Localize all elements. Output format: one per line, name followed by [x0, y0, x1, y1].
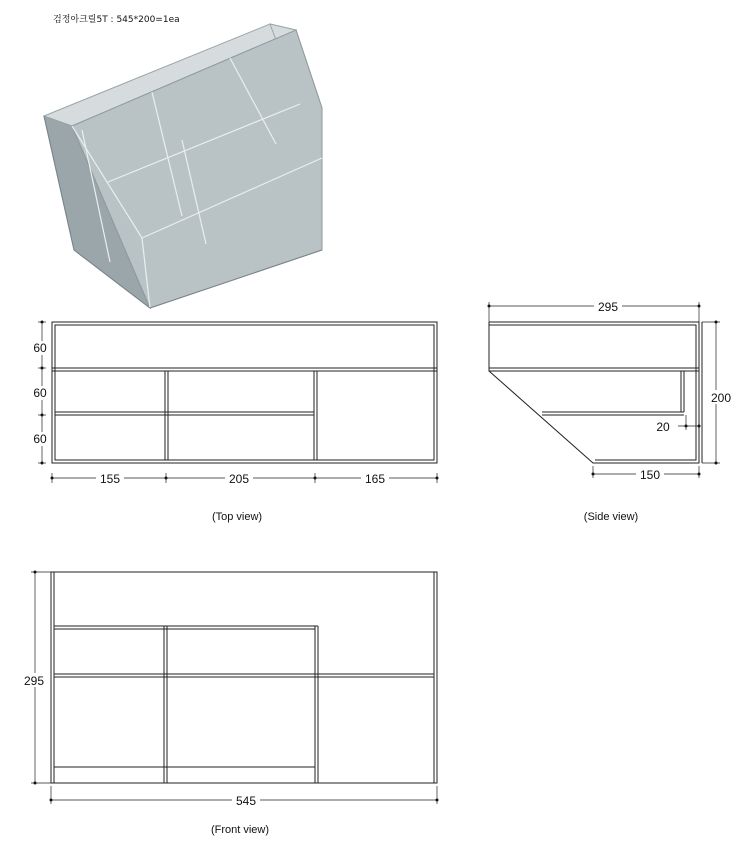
side-view	[488, 299, 737, 523]
side-height: 200	[710, 391, 732, 405]
top-width-1: 155	[99, 472, 121, 486]
front-height: 295	[23, 674, 45, 688]
top-view	[30, 321, 439, 524]
side-inner: 20	[656, 420, 670, 434]
side-view-caption: (Side view)	[583, 511, 639, 523]
top-height-1: 60	[33, 341, 47, 355]
top-height-3: 60	[33, 432, 47, 446]
isometric-render	[44, 24, 322, 308]
side-width: 295	[597, 300, 619, 314]
front-width: 545	[235, 794, 257, 808]
side-bottom: 150	[639, 468, 661, 482]
top-height-2: 60	[33, 386, 47, 400]
top-width-2: 205	[228, 472, 250, 486]
top-width-3: 165	[364, 472, 386, 486]
material-note: 검정아크릴5T : 545*200=1ea	[53, 15, 180, 25]
front-view-caption: (Front view)	[210, 824, 270, 836]
top-view-caption: (Top view)	[211, 511, 263, 523]
front-view	[20, 571, 439, 837]
